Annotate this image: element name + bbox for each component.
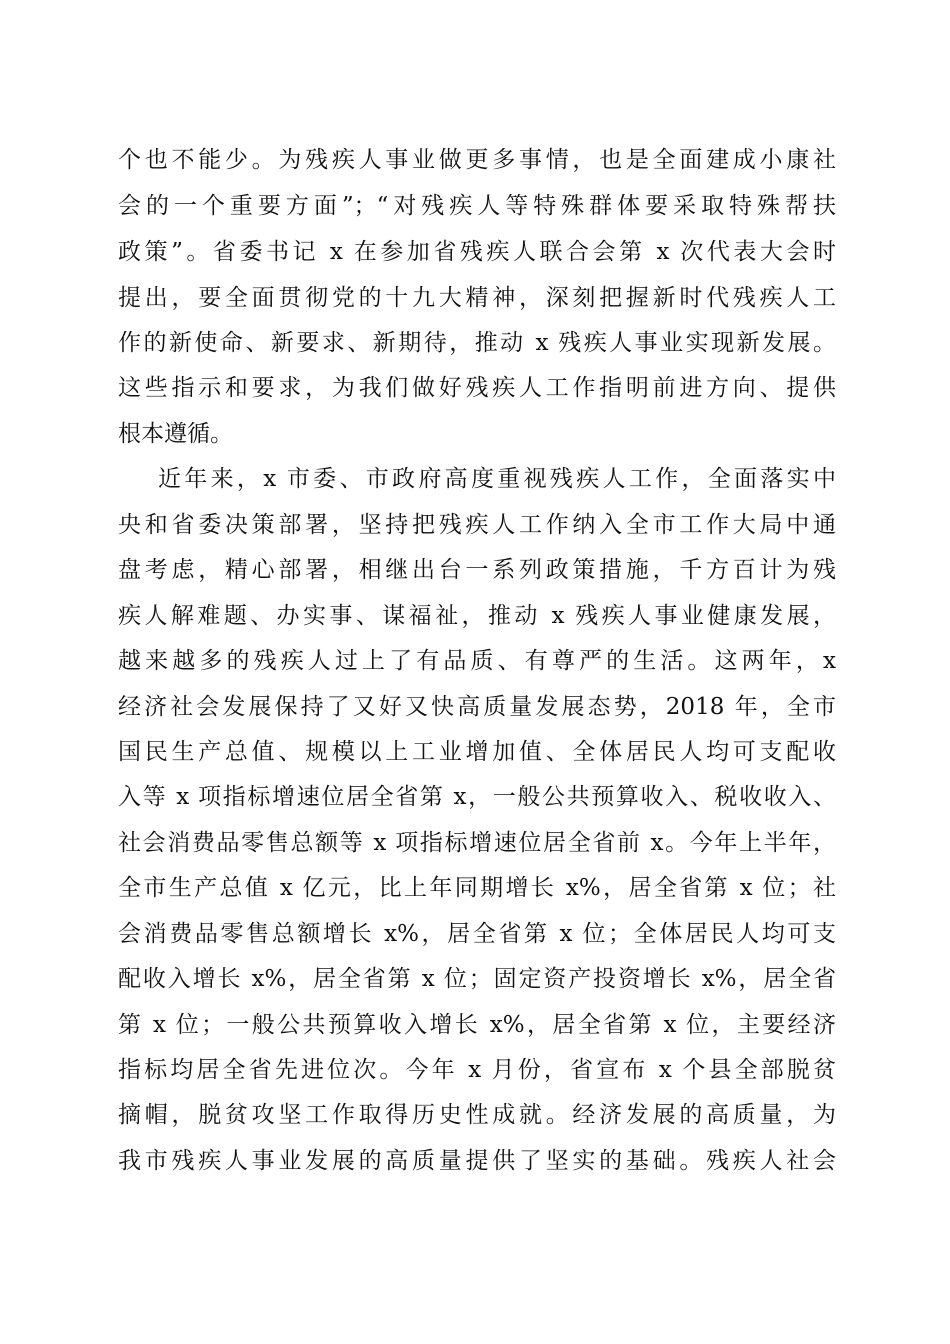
paragraph-2-line-6: 经济社会发展保持了又好又快高质量发展态势，2018 年，全市 bbox=[118, 694, 836, 720]
paragraph-2-line-2: 央和省委决策部署，坚持把残疾人工作纳入全市工作大局中通 bbox=[118, 512, 836, 538]
paragraph-1-line-6: 这些指示和要求，为我们做好残疾人工作指明前进方向、提供 bbox=[118, 375, 836, 401]
paragraph-2-line-4: 疾人解难题、办实事、谋福祉，推动 x 残疾人事业健康发展， bbox=[118, 603, 836, 629]
paragraph-2-line-14: 指标均居全省先进位次。今年 x 月份，省宣布 x 个县全部脱贫 bbox=[118, 1057, 836, 1083]
paragraph-2-line-5: 越来越多的残疾人过上了有品质、有尊严的生活。这两年，x bbox=[118, 648, 836, 674]
paragraph-2-line-8: 入等 x 项指标增速位居全省第 x，一般公共预算收入、税收收入、 bbox=[118, 784, 836, 810]
paragraph-2-line-1: 近年来，x 市委、市政府高度重视残疾人工作，全面落实中 bbox=[158, 466, 836, 492]
paragraph-2-line-16: 我市残疾人事业发展的高质量提供了坚实的基础。残疾人社会 bbox=[118, 1148, 836, 1174]
paragraph-2-line-11: 会消费品零售总额增长 x%，居全省第 x 位；全体居民人均可支 bbox=[118, 921, 836, 947]
paragraph-1-line-7: 根本遵循。 bbox=[118, 421, 233, 447]
paragraph-1-line-4: 提出，要全面贯彻党的十九大精神，深刻把握新时代残疾人工 bbox=[118, 285, 836, 311]
paragraph-2-line-10: 全市生产总值 x 亿元，比上年同期增长 x%，居全省第 x 位；社 bbox=[118, 875, 836, 901]
paragraph-1-line-1: 个也不能少。为残疾人事业做更多事情，也是全面建成小康社 bbox=[118, 147, 836, 173]
paragraph-2-line-9: 社会消费品零售总额等 x 项指标增速位居全省前 x。今年上半年， bbox=[118, 830, 836, 856]
paragraph-2-line-3: 盘考虑，精心部署，相继出台一系列政策措施，千方百计为残 bbox=[118, 557, 836, 583]
paragraph-2-line-7: 国民生产总值、规模以上工业增加值、全体居民人均可支配收 bbox=[118, 739, 836, 765]
paragraph-1-line-3: 政策”。省委书记 x 在参加省残疾人联合会第 x 次代表大会时 bbox=[118, 239, 836, 265]
paragraph-2-line-13: 第 x 位；一般公共预算收入增长 x%，居全省第 x 位，主要经济 bbox=[118, 1012, 836, 1038]
paragraph-1-line-5: 作的新使命、新要求、新期待，推动 x 残疾人事业实现新发展。 bbox=[118, 330, 836, 356]
paragraph-2-line-15: 摘帽，脱贫攻坚工作取得历史性成就。经济发展的高质量，为 bbox=[118, 1102, 836, 1128]
paragraph-1-line-2: 会的一个重要方面”；“对残疾人等特殊群体要采取特殊帮扶 bbox=[118, 193, 836, 219]
paragraph-2-line-12: 配收入增长 x%，居全省第 x 位；固定资产投资增长 x%，居全省 bbox=[118, 966, 836, 992]
